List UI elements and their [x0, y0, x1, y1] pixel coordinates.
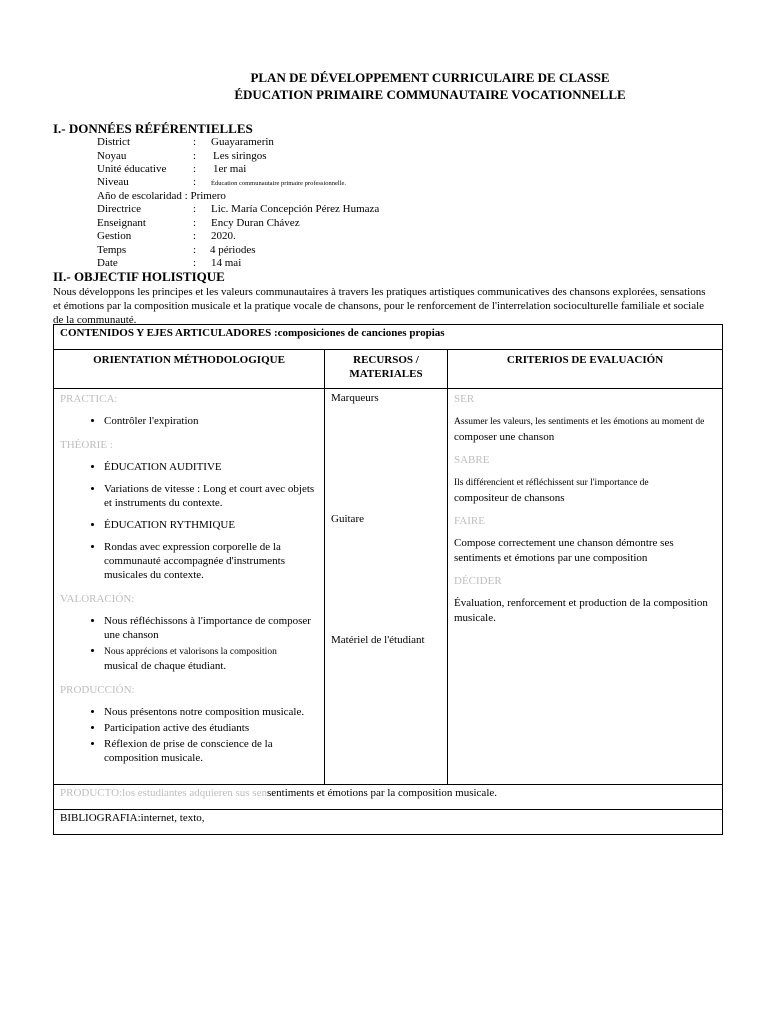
- curriculum-table: [53, 324, 723, 835]
- ref-colon: :: [193, 230, 197, 242]
- ref-colon: :: [193, 176, 197, 188]
- list-item: • Réflexion de prise de conscience de la composition musicale.: [104, 737, 318, 765]
- ref-value: 2020.: [211, 230, 236, 242]
- list-item: • Variations de vitesse : Long et court avec objets et instruments du contexte.: [104, 482, 318, 510]
- valoracion-list: [60, 614, 318, 673]
- ref-value: 4 périodes: [210, 244, 256, 256]
- methodology-cell: [54, 389, 325, 785]
- column-header-methodology: ORIENTATION MÉTHODOLOGIQUE: [54, 350, 325, 389]
- criteria-ser-text: Assumer les valeurs, les sentiments et les émotions au moment de composer une chanson: [454, 417, 705, 443]
- producto-gray-text: los estudiantes adquieren sus sen: [122, 787, 267, 799]
- ref-label: Noyau: [97, 150, 127, 162]
- list-item: • Participation active des étudiants: [104, 721, 318, 735]
- criteria-decider: DÉCIDER: [454, 575, 502, 587]
- contents-row: [54, 325, 723, 350]
- category-produccion: PRODUCCIÓN:: [60, 684, 135, 696]
- producto-label: PRODUCTO:: [60, 787, 123, 799]
- criteria-cell: [448, 389, 723, 785]
- ref-value: Éducation communautaire primaire professionnelle.: [211, 180, 347, 187]
- section-heading-referential-data: I.- DONNÉES RÉFÉRENTIELLES: [53, 121, 253, 136]
- list-item: • Nous présentons notre composition musicale.: [104, 705, 318, 719]
- bibliografia-label: BIBLIOGRAFIA:: [60, 812, 141, 824]
- ref-colon: :: [193, 150, 197, 162]
- section-heading-holistic-objective: II.- OBJECTIF HOLISTIQUE: [53, 269, 225, 284]
- column-header-criteria: CRITERIOS DE EVALUACIÓN: [448, 350, 723, 389]
- bibliografia-row: [54, 810, 723, 835]
- theorie-list: [60, 460, 318, 582]
- resource-item: Guitare: [331, 513, 364, 525]
- resource-item: Marqueurs: [331, 392, 379, 404]
- list-item: • Contrôler l'expiration: [104, 414, 318, 428]
- resources-cell: [325, 389, 448, 785]
- ref-colon: :: [193, 136, 197, 148]
- ref-colon: :: [193, 203, 197, 215]
- produccion-list: [60, 705, 318, 765]
- ref-colon: :: [193, 217, 197, 229]
- category-valoracion: VALORACIÓN:: [60, 593, 135, 605]
- ref-label: Gestion: [97, 230, 132, 242]
- criteria-faire: FAIRE: [454, 515, 485, 527]
- ref-label: Unité éducative: [97, 163, 167, 175]
- resource-item: Matériel de l'étudiant: [331, 634, 425, 646]
- list-item: • Rondas avec expression corporelle de la communauté accompagnée d'instruments musicales du contexte.: [104, 540, 318, 582]
- criteria-ser: SER: [454, 393, 475, 405]
- holistic-objective-text: Nous développons les principes et les valeurs communautaires à travers les pratiques artistiques communicatives des chansons explorées, sensations et émotions par la composition musicale et la pratique vocale de chansons, pour le renforcement de l'interrelation socioculturelle familiale et sociale de la communauté.: [53, 286, 706, 326]
- bibliografia-value: internet, texto,: [140, 812, 205, 824]
- contents-label: CONTENIDOS Y EJES ARTICULADORES :: [60, 327, 278, 339]
- category-practica: PRACTICA:: [60, 393, 118, 405]
- producto-row: [54, 785, 723, 810]
- ref-value: 14 mai: [211, 257, 242, 269]
- criteria-decider-text: Évaluation, renforcement et production de la composition musicale.: [454, 597, 708, 624]
- ref-colon: :: [193, 163, 197, 175]
- document-title: PLAN DE DÉVELOPPEMENT CURRICULAIRE DE CLASSE: [250, 70, 610, 85]
- ref-colon: :: [193, 257, 197, 269]
- ref-label: Niveau: [97, 176, 129, 188]
- ref-value: Ency Duran Chávez: [211, 217, 300, 229]
- practica-list: [60, 414, 318, 428]
- ref-value: Guayaramerin: [211, 136, 274, 148]
- document-subtitle: ÉDUCATION PRIMAIRE COMMUNAUTAIRE VOCATIONNELLE: [234, 87, 626, 102]
- list-item: • Nous réfléchissons à l'importance de composer une chanson: [104, 614, 318, 642]
- producto-text: sentiments et émotions par la composition musicale.: [266, 787, 498, 799]
- column-header-resources: RECURSOS / MATERIALES: [325, 350, 448, 389]
- list-item-rest: musical de chaque étudiant.: [104, 660, 227, 672]
- list-item: • ÉDUCATION AUDITIVE: [104, 460, 318, 474]
- ref-label: Temps: [97, 244, 127, 256]
- criteria-sabre: SABRE: [454, 454, 490, 466]
- ref-value: 1er mai: [213, 163, 247, 175]
- ref-value: Les siringos: [213, 150, 267, 162]
- ref-label: Enseignant: [97, 217, 146, 229]
- ref-label: Directrice: [97, 203, 141, 215]
- ref-label: District: [97, 136, 130, 148]
- contents-value: composiciones de canciones propias: [277, 327, 445, 339]
- list-item: • ÉDUCATION RYTHMIQUE: [104, 518, 318, 532]
- list-item: [104, 644, 318, 673]
- ref-label: Año de escolaridad : Primero: [97, 190, 226, 202]
- ref-colon: :: [193, 244, 197, 256]
- criteria-sabre-text: Ils différencient et réfléchissent sur l'importance de compositeur de chansons: [454, 478, 649, 504]
- criteria-faire-text: Compose correctement une chanson démontre ses sentiments et émotions par une composition: [454, 537, 674, 564]
- list-item-small-text: Nous apprécions et valorisons la composition: [104, 647, 277, 657]
- ref-label: Date: [97, 257, 118, 269]
- ref-value: Lic. María Concepción Pérez Humaza: [211, 203, 380, 215]
- category-theorie: THÉORIE :: [60, 439, 113, 451]
